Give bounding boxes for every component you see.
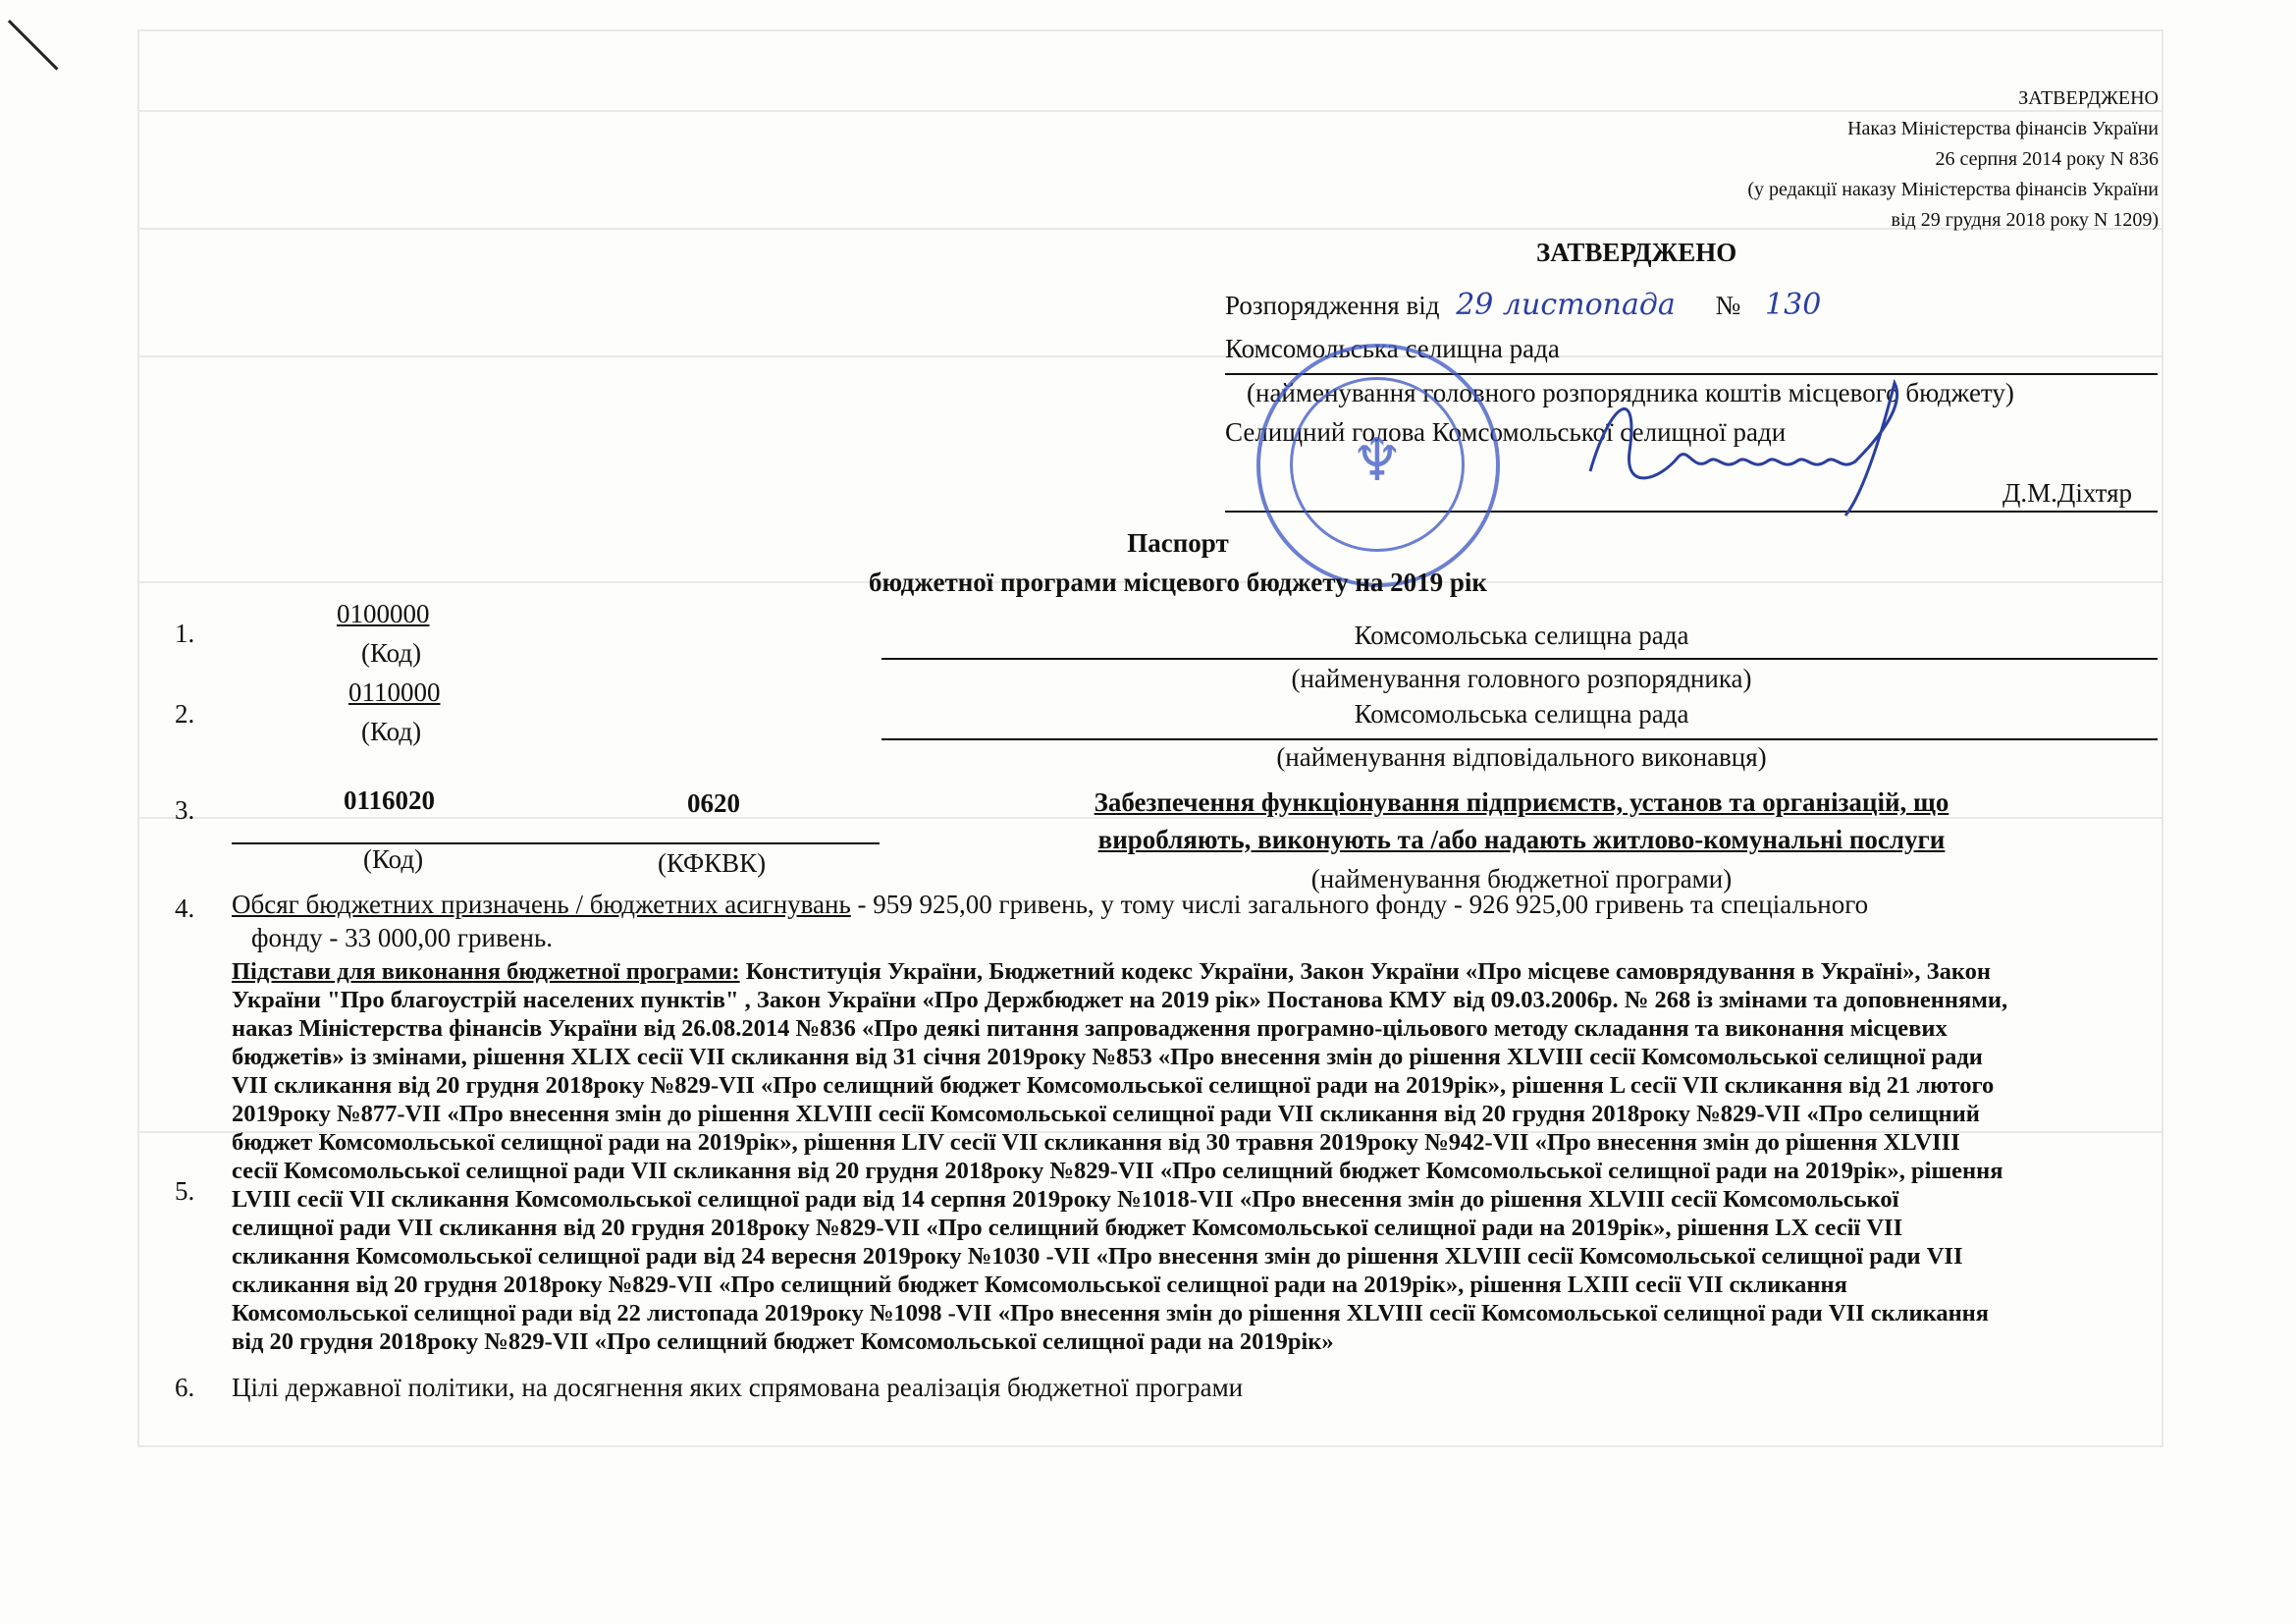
item-3-code: 0116020 (344, 785, 436, 815)
item-5-line-1: Конституція України, Бюджетний кодекс України, Закон України «Про місцеве самоврядування в Україні», Закон (739, 958, 1991, 985)
item-5-line-2: України "Про благоустрій населених пунктів" , Закон України «Про Держбюджет на 2019 рік» Постанова КМУ від 09.03.2006р. № 268 із змінами та доповненнями, (232, 987, 2008, 1013)
item-2-code: 0110000 (348, 677, 441, 707)
approval-header-line-4: від 29 грудня 2018 року N 1209) (1891, 209, 2159, 231)
item-3-kfkvk: 0620 (687, 788, 740, 818)
item-5-line-14: від 20 грудня 2018року №829-VII «Про селищний бюджет Комсомольської селищної ради на 2019рік» (232, 1328, 1334, 1355)
approval-header-line-3: (у редакції наказу Міністерства фінансів України (1747, 179, 2159, 200)
item-5-label: Підстави для виконання бюджетної програми: (232, 958, 740, 985)
item-3-program-name-line-2: виробляють, виконують та /або надають житлово-комунальні послуги (1097, 825, 1946, 854)
item-6-text: Цілі державної політики, на досягнення яких спрямована реалізація бюджетної програми (232, 1373, 1244, 1402)
item-5-line-5: VII скликання від 20 грудня 2018року №829-VII «Про селищний бюджет Комсомольської селищної ради на 2019рік», рішення L сесії VII скликання від 21 лютого (232, 1072, 1995, 1099)
item-5-line-9: LVIII сесії VII скликання Комсомольської селищної ради від 14 серпня 2019року №1018-VII «Про внесення змін до рішення XLVIII сесії Комсомольської (232, 1186, 1899, 1213)
item-5-basis (232, 957, 2156, 1356)
item-5-line-10: селищної ради VII скликання від 20 грудня 2018року №829-VII «Про селищний бюджет Комсомольської селищної ради на 2019рік», рішення LX сесії VII (232, 1215, 1903, 1241)
item-4-line-1 (232, 890, 2175, 920)
item-5-line-4: бюджетів» із змінами, рішення XLIX сесії VII скликання від 31 січня 2019року №853 «Про внесення змін до рішення XLVIII сесії Комсомольської селищної ради (232, 1044, 1983, 1070)
passport-subtitle: бюджетної програми місцевого бюджету на 2019 рік (869, 568, 1487, 597)
approval-organization: Комсомольська селищна рада (1225, 334, 1560, 363)
passport-title: Паспорт (1127, 528, 1229, 558)
item-2-caption: (найменування відповідального виконавця) (1276, 742, 1767, 772)
item-4-line-2: фонду - 33 000,00 гривень. (251, 923, 554, 952)
item-1-code: 0100000 (337, 599, 430, 628)
item-3-caption: (найменування бюджетної програми) (1310, 864, 1733, 893)
order-number-handwritten: 130 (1765, 288, 1822, 322)
approval-header-title: ЗАТВЕРДЖЕНО (2018, 87, 2159, 109)
approval-org-caption: (найменування головного розпорядника коштів місцевого бюджету) (1247, 378, 2014, 407)
trident-emblem-icon: ♆ (1351, 428, 1404, 493)
scan-edge-mark (8, 20, 59, 71)
item-3-program-name-line-1: Забезпечення функціонування підприємств, установ та організацій, що (1094, 787, 1949, 817)
approval-header-line-1: Наказ Міністерства фінансів України (1847, 118, 2159, 139)
item-2-code-caption: (Код) (361, 717, 422, 746)
approval-header (1747, 83, 2159, 236)
item-5-line-3: наказ Міністерства фінансів України від 26.08.2014 №836 «Про деякі питання запровадження програмно-цільового методу складання та виконання місцевих (232, 1015, 1948, 1042)
item-1-code-caption: (Код) (361, 638, 422, 668)
item-5-line-8: сесії Комсомольської селищної ради VII скликання від 20 грудня 2018року №829-VII «Про селищний бюджет Комсомольської селищної ради на 2019рік», рішення (232, 1158, 2003, 1184)
order-number-sign: № (1715, 291, 1741, 320)
approval-title: ЗАТВЕРДЖЕНО (1536, 238, 1737, 267)
item-6-number: 6. (175, 1373, 195, 1402)
item-5-line-12: скликання від 20 грудня 2018року №829-VII «Про селищний бюджет Комсомольської селищної ради на 2019рік», рішення LXIII сесії VII скликання (232, 1272, 1847, 1298)
item-1-caption: (найменування головного розпорядника) (1291, 664, 1752, 693)
approval-head-title: Селищний голова Комсомольської селищної ради (1225, 417, 1787, 447)
item-1-number: 1. (175, 619, 195, 648)
handwritten-signature (1571, 363, 1944, 520)
approval-header-line-2: 26 серпня 2014 року N 836 (1935, 148, 2159, 170)
item-3-code-rule (232, 842, 880, 844)
item-5-line-6: 2019року №877-VII «Про внесення змін до рішення XLVIII сесії Комсомольської селищної ради VII скликання від 20 грудня 2018року №829-VII «Про селищний (232, 1101, 1980, 1127)
item-3-kfkvk-caption: (КФКВК) (658, 848, 767, 878)
order-line (1225, 288, 1821, 322)
item-4-label: Обсяг бюджетних призначень / бюджетних асигнувань (232, 890, 851, 919)
item-2-rule (881, 738, 2158, 740)
item-1-rule (881, 658, 2158, 660)
item-1-name: Комсомольська селищна рада (1354, 621, 1689, 650)
item-4-number: 4. (175, 893, 195, 923)
approval-head-name: Д.М.Діхтяр (2002, 478, 2133, 508)
order-prefix: Розпорядження від (1225, 291, 1440, 320)
item-5-line-13: Комсомольської селищної ради від 22 листопада 2019року №1098 -VII «Про внесення змін до рішення XLVIII сесії Комсомольської селищної ради VII скликання (232, 1300, 1990, 1326)
item-2-name: Комсомольська селищна рада (1354, 699, 1689, 729)
order-date-handwritten: 29 листопада (1456, 288, 1676, 322)
item-5-line-7: бюджет Комсомольської селищної ради на 2019рік», рішення LIV сесії VII скликання від 30 травня 2019року №942-VII «Про внесення змін до рішення XLVIII (232, 1129, 1960, 1156)
item-2-number: 2. (175, 699, 195, 729)
item-3-number: 3. (175, 795, 195, 825)
item-3-code-caption: (Код) (363, 844, 424, 874)
item-5-number: 5. (175, 1176, 195, 1206)
item-5-line-11: скликання Комсомольської селищної ради від 24 вересня 2019року №1030 -VII «Про внесення змін до рішення XLVIII сесії Комсомольської селищної ради VII (232, 1243, 1963, 1270)
item-4-text: - 959 925,00 гривень, у тому числі загального фонду - 926 925,00 гривень та спеціального (850, 890, 1869, 919)
